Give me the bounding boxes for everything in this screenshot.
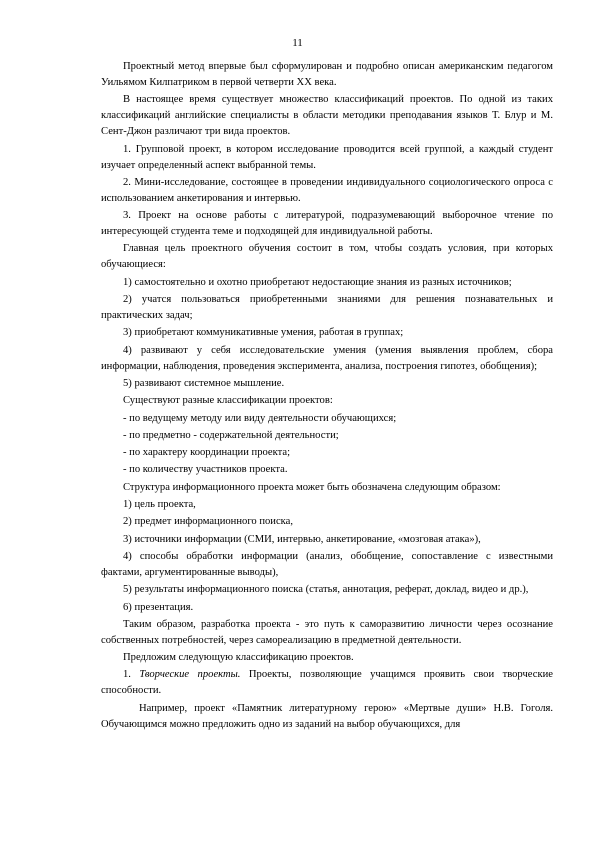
list-item-structure-4: 4) способы обработки информации (анализ, обобщение, сопоставление с известными фактами, аргументированные выводы), [101,550,553,578]
list-item-creative-projects [101,667,553,699]
paragraph-structure: Структура информационного проекта может быть обозначена следующим образом: [123,481,501,493]
list-item-goal-4: 4) развивают у себя исследовательские умения (умения выявления проблем, сбора информации, наблюдения, проведения эксперимента, анализа, построения гипотез, обобщения); [101,344,553,372]
paragraph-example: Например, проект «Памятник литературному герою» «Мертвые души» Н.В. Гоголя. Обучающимся можно предложить одно из заданий на выбор обучающихся, для [101,702,553,730]
body-text [101,59,553,734]
item-number: 1. [123,669,131,681]
list-item-goal-3: 3) приобретают коммуникативные умения, работая в группах; [123,327,404,339]
paragraph-mini-research: 2. Мини-исследование, состоящее в проведении индивидуального социологического опроса с использованием анкетирования и интервью. [101,176,553,204]
paragraph-classification-types: Существуют разные классификации проектов: [123,395,333,407]
list-item-classification-1: - по ведущему методу или виду деятельности обучающихся; [123,412,397,424]
page-number: 11 [292,37,303,49]
item-text: Проекты, позволяющие учащимся проявить свои творческие способности. [101,669,553,697]
paragraph-group-project: 1. Групповой проект, в котором исследование проводится всей группой, а каждый студент изучает определенный аспект выбранной темы. [101,143,553,171]
list-item-structure-6: 6) презентация. [123,601,194,613]
list-item-structure-5: 5) результаты информационного поиска (статья, аннотация, реферат, доклад, видео и др.), [123,584,529,596]
list-item-goal-1: 1) самостоятельно и охотно приобретают недостающие знания из разных источников; [123,276,512,288]
list-item-structure-2: 2) предмет информационного поиска, [123,516,294,528]
list-item-classification-4: - по количеству участников проекта. [123,464,288,476]
list-item-structure-1: 1) цель проекта, [123,499,196,511]
item-term: Творческие проекты. [139,669,241,681]
paragraph-kilpatrick: Проектный метод впервые был сформулирован и подробно описан американским педагогом Уильямом Килпатриком в первой четверти XX века. [101,61,553,88]
list-item-classification-2: - по предметно - содержательной деятельности; [123,429,339,441]
list-item-structure-3: 3) источники информации (СМИ, интервью, анкетирование, «мозговая атака»), [123,533,481,545]
list-item-goal-2: 2) учатся пользоваться приобретенными знаниями для решения познавательных и практических задач; [101,294,553,322]
paragraph-main-goal: Главная цель проектного обучения состоит в том, чтобы создать условия, при которых обучающиеся: [101,243,553,271]
list-item-goal-5: 5) развивают системное мышление. [123,377,285,389]
paragraph-proposed-classification: Предложим следующую классификацию проектов. [123,652,354,664]
paragraph-literature-project: 3. Проект на основе работы с литературой, подразумевающий выборочное чтение по интересующей студента теме и подходящей для индивидуальной работы. [101,210,553,238]
paragraph-classifications: В настоящее время существует множество классификаций проектов. По одной из таких классификаций английские специалисты в области методики преподавания языков Т. Блур и М. Сент-Джон различают три вида проектов. [101,94,553,138]
list-item-classification-3: - по характеру координации проекта; [123,447,291,459]
paragraph-conclusion: Таким образом, разработка проекта - это путь к саморазвитию личности через осознание собственных потребностей, через самореализацию в предметной деятельности. [101,618,553,646]
